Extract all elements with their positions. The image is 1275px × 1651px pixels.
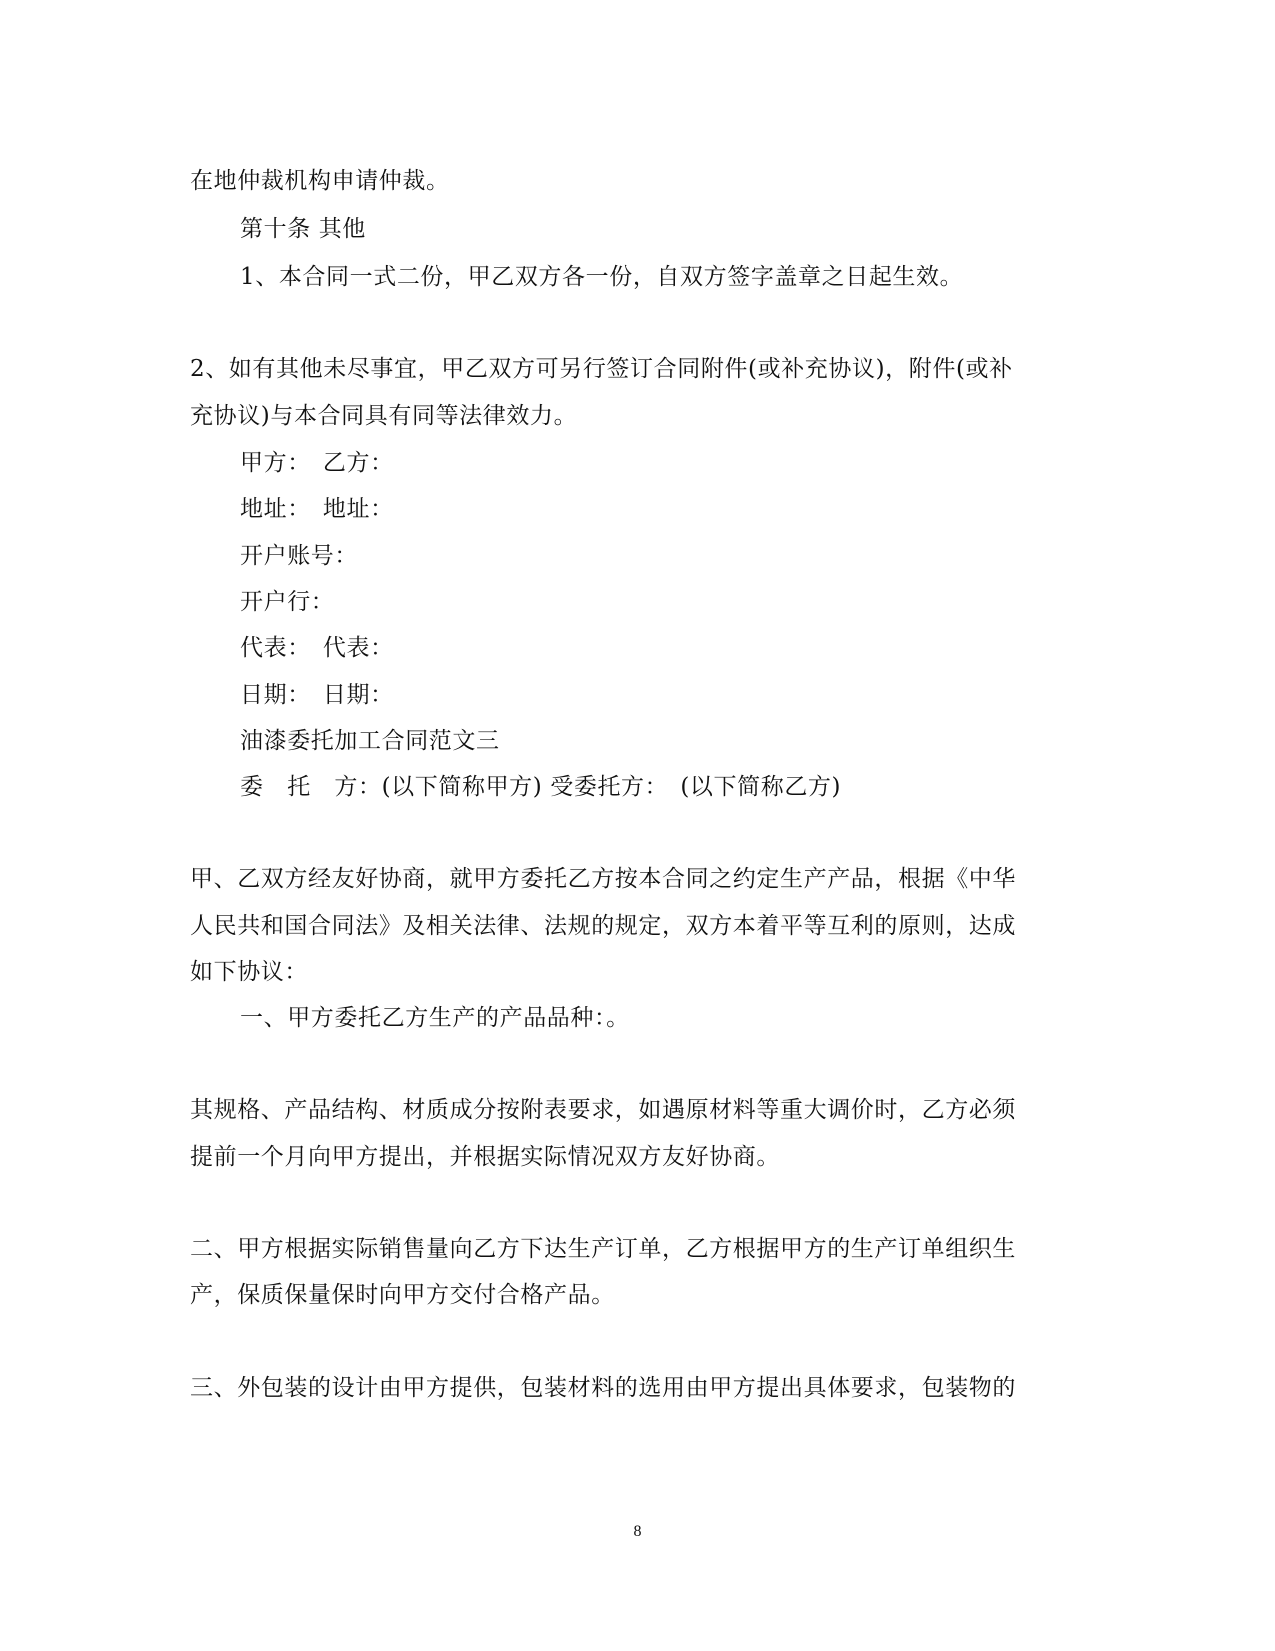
section-heading: 第十条 其他 [240, 216, 366, 242]
signature-field: 甲方： 乙方： [240, 450, 394, 476]
signature-field: 代表： 代表： [240, 635, 394, 661]
text-line: 提前一个月向甲方提出，并根据实际情况双方友好协商。 [190, 1144, 780, 1170]
signature-field: 开户行： [240, 589, 335, 615]
text-line: 充协议)与本合同具有同等法律效力。 [190, 403, 578, 429]
text-line: 其规格、产品结构、材质成分按附表要求，如遇原材料等重大调价时，乙方必须 [190, 1097, 1016, 1123]
signature-field: 地址： 地址： [240, 496, 394, 522]
clause-line: 二、甲方根据实际销售量向乙方下达生产订单，乙方根据甲方的生产订单组织生 [190, 1236, 1016, 1262]
text-line: 甲、乙双方经友好协商，就甲方委托乙方按本合同之约定生产产品，根据《中华 [190, 866, 1016, 892]
page-number: 8 [633, 1523, 642, 1540]
text-line: 在地仲裁机构申请仲裁。 [190, 168, 450, 194]
text-line: 1、本合同一式二份，甲乙双方各一份，自双方签字盖章之日起生效。 [240, 264, 964, 290]
clause-line: 一、甲方委托乙方生产的产品品种：。 [240, 1005, 630, 1031]
text-line: 如下协议： [190, 959, 308, 985]
signature-field: 日期： 日期： [240, 682, 394, 708]
text-line: 2、如有其他未尽事宜，甲乙双方可另行签订合同附件(或补充协议)，附件(或补 [190, 356, 1013, 382]
signature-field: 开户账号： [240, 543, 358, 569]
clause-line: 三、外包装的设计由甲方提供，包装材料的选用由甲方提出具体要求，包装物的 [190, 1375, 1016, 1401]
text-line: 人民共和国合同法》及相关法律、法规的规定，双方本着平等互利的原则，达成 [190, 913, 1016, 939]
text-line: 产，保质保量保时向甲方交付合格产品。 [190, 1282, 615, 1308]
document-title: 油漆委托加工合同范文三 [240, 728, 500, 754]
party-line: 委 托 方：(以下简称甲方) 受委托方： (以下简称乙方) [240, 774, 842, 800]
